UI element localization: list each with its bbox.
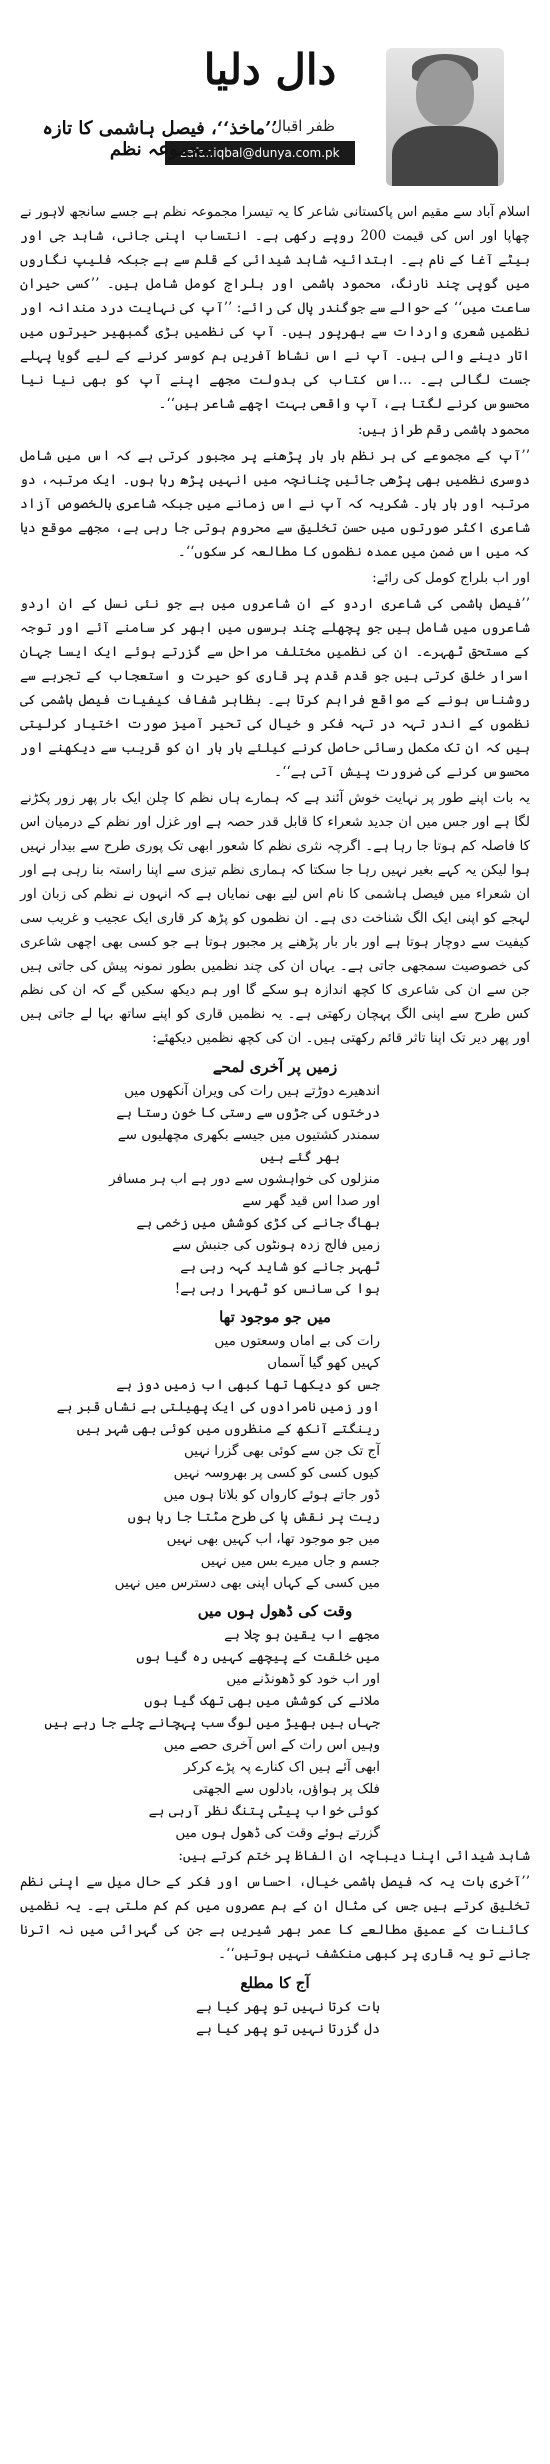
poem-block — [20, 1080, 530, 1300]
column-logo-title: دال دلیا — [203, 45, 337, 94]
article-paragraph: اور اب بلراج کومل کی رائے: — [372, 570, 530, 586]
poem-line: ڈور جاتے ہوئے کارواں کو بلاتا ہوں میں — [163, 1487, 380, 1503]
poem-line: وہیں اس رات کے اس آخری حصے میں — [163, 1737, 380, 1753]
poem-line: میں کسی کے کہاں اپنی بھی دسترس میں نہیں — [114, 1575, 380, 1591]
poem-title: زمیں پر آخری لمحے — [212, 1058, 338, 1076]
poem-line: ٹھہر جانے کو شاید کہہ رہی ہے — [180, 1259, 380, 1275]
poem-line: اور صدا اس قید گھر سے — [242, 1193, 380, 1209]
poem-line: زمیں فالج زدہ ہونٹوں کی جنبش سے — [172, 1237, 380, 1253]
poem-line: مجھے اب یقین ہو چلا ہے — [224, 1627, 380, 1643]
poem-line: جسم و جاں میرے بس میں نہیں — [200, 1553, 380, 1569]
poem-block — [20, 1996, 530, 2040]
poem-title: وقت کی ڈھول ہوں میں — [197, 1602, 353, 1620]
poem-block — [20, 1624, 530, 1844]
article-paragraph: ’’آپ کے مجموعے کی ہر نظم بار بار پڑھنے پر مجبور کرتی ہے کہ اس میں شامل دوسری نظمیں بھی پڑھی جائیں چنانچہ میں انہیں پڑھ رہا ہوں۔ ایک مرتبہ، دو مرتبہ اور بار بار۔ شکریہ کہ آپ نے اس زمانے میں جبکہ شاعری بالخصوص آزاد شاعری اکثر صورتوں میں حسن تخلیق سے محروم ہوتی جا رہی ہے، مجھے موقع دیا کہ میں اس ضمن میں عمدہ نظموں کا مطالعہ کر سکوں‘‘۔ — [20, 448, 530, 560]
poem-line: دل گزرتا نہیں تو پھر کیا ہے — [196, 2021, 380, 2037]
article-paragraph: ’’آخری بات یہ کہ فیصل ہاشمی خیال، احساس اور فکر کے حال میل سے اپنی نظم تخلیق کرتے ہیں جس کی مثال ان کے ہم عصروں میں کم کم ملتی ہے۔ یہ نظمیں کائنات کے عمیق مطالعے کا عمر بھر شیریں ہے جن کی گہرائی میں نہ اترنا جانے تو یہ قاری پر کبھی منکشف نہیں ہوتیں‘‘۔ — [20, 1874, 530, 1962]
author-name: ظفر اقبال — [271, 117, 335, 135]
author-email: zafar.iqbal@dunya.com.pk — [165, 141, 355, 165]
poem-line: میں خلقت کے پیچھے کہیں رہ گیا ہوں — [136, 1649, 380, 1665]
poem-line: درختوں کی جڑوں سے رستی کا خون رستا ہے — [116, 1105, 380, 1121]
poem-line: بھاگ جانے کی کڑی کوشش میں زخمی ہے — [136, 1215, 380, 1231]
poem-line: بھر گئے ہیں — [260, 1149, 340, 1165]
poem-line: ابھی آئے ہیں اک کنارے پہ پڑے کرکر — [183, 1759, 380, 1775]
author-photo — [386, 48, 504, 186]
poem-line: ملانے کی کوشش میں بھی تھک گیا ہوں — [144, 1693, 380, 1709]
article-paragraph: یہ بات اپنے طور پر نہایت خوش آئند ہے کہ ہمارے ہاں نظم کا چلن ایک بار پھر زور پکڑنے لگا ہے اور جس میں ان جدید شعراء کا قابل قدر حصہ ہے اور غزل اور نظم کے درمیان اس کا فاصلہ کم ہوتا جا رہا ہے۔ اگرچہ نثری نظم کا شعور ابھی تک پوری طرح سے بیدار نہیں ہوا لیکن یہ کہے بغیر نہیں رہا جا سکتا کہ ہماری نظم تیزی سے اپنا راستہ بنا رہی ہے اور ان شعراء میں فیصل ہاشمی کا نام اس لیے بھی نمایاں ہے کہ انہوں نے نظم کی زبان اور لہجے کو اپنی ایک الگ شناخت دی ہے۔ ان نظموں کو پڑھ کر قاری ایک عجیب و غریب سی کیفیت سے دوچار ہوتا ہے اور بار بار پڑھنے پر مجبور ہوتا ہے جو کسی بھی اچھی شاعری کی خصوصیت سمجھی جاتی ہے۔ یہاں ان کی چند نظمیں بطور نمونہ پیش کی جاتی ہیں جن سے ان کی شاعری کا کچھ اندازہ ہو سکے گا اور ہم دیکھ سکیں گے کہ ان کی نظم کس طرح سے اپنی الگ پہچان رکھتی ہے۔ یہ نظمیں قاری کو اپنے ساتھ بہا لے جاتی ہیں اور پھر دیر تک اپنا تاثر قائم رکھتی ہیں۔ ان کی کچھ نظمیں دیکھئے: — [20, 790, 530, 1046]
article-paragraph: محمود ہاشمی رقم طراز ہیں: — [357, 422, 530, 438]
poem-line: فلک پر ہواؤں، بادلوں سے الجھتی — [192, 1781, 380, 1797]
column-headline: ’’ماخذ‘‘، فیصل ہاشمی کا تازہ مجموعہ نظم — [42, 118, 278, 160]
poem-line: کہیں کھو گیا آسماں — [267, 1355, 380, 1371]
poem-line: کیوں کسی کو کسی پر بھروسہ نہیں — [173, 1465, 380, 1481]
poem-line: گزرتے ہوئے وقت کی ڈھول ہوں میں — [175, 1825, 380, 1841]
article-paragraph: اسلام آباد سے مقیم اس پاکستانی شاعر کا یہ تیسرا مجموعہ نظم ہے جسے سانجھ لاہور نے چھاپا اور اس کی قیمت 200 روپے رکھی ہے۔ انتساب اپنی جانی، شاہد جی اور بیٹے آغا کے نام ہے۔ ابتدائیہ شاہد شیدائی کے قلم سے ہے جبکہ فلیپ نگاروں میں گوپی چند نارنگ، محمود ہاشمی اور بلراج کومل شامل ہیں۔ ’’کسی حیران ساعت میں‘‘ کے حوالے سے جوگندر پال کی رائے: ’’آپ کی نہایت درد مندانہ اور نظمیں شعری واردات سے بھرپور ہیں۔ آپ کی نظمیں بڑی گمبھیر حیرتوں میں اتار دینے والی ہیں۔ آپ نے اس نشاط آفریں ہم کوسر کرنے کے لیے گویا پہلے جست لگالی ہے۔ ...اس کتاب کی بدولت مجھے اپنے آپ کو بھی نیا نیا محسوس کرنے لگتا ہے، آپ واقعی بہت اچھے شاعر ہیں‘‘۔ — [20, 204, 531, 412]
author-photo-body — [392, 126, 498, 186]
poem-title: میں جو موجود تھا — [219, 1308, 331, 1326]
poem-line: سمندر کشتیوں میں جیسے بکھری مچھلیوں سے — [117, 1127, 380, 1143]
poem-line: رات کی بے اماں وسعتوں میں — [214, 1333, 380, 1349]
poem-line: رینگتے آنکھ کے منظروں میں کوئی بھی شہر ہیں — [76, 1421, 380, 1437]
poem-line: ہوا کی سانس کو ٹھہرا رہی ہے! — [174, 1281, 380, 1297]
article-paragraph: شاہد شیدائی اپنا دیباچہ ان الفاظ پر ختم کرتے ہیں: — [178, 1848, 530, 1864]
poem-line: جس کو دیکھا تھا کبھی اب زمیں دوز ہے — [116, 1377, 380, 1393]
poem-block — [20, 1330, 530, 1594]
poem-line: بات کرتا نہیں تو پھر کیا ہے — [196, 1999, 380, 2015]
author-photo-face — [416, 60, 474, 126]
poem-line: جہاں ہیں بھیڑ میں لوگ سب پہچانے چلے جا رہے ہیں — [44, 1715, 380, 1731]
article-body — [20, 200, 530, 2040]
poem-line: آج تک جن سے کوئی بھی گزرا نہیں — [184, 1443, 380, 1459]
poem-line: منزلوں کی خواہشوں سے دور ہے اب ہر مسافر — [109, 1171, 380, 1187]
poem-line: اندھیرے دوڑتے ہیں رات کی ویران آنکھوں میں — [124, 1083, 380, 1099]
poem-line: اور زمیں نامرادوں کی ایک پھیلتی بے نشاں قبر ہے — [56, 1399, 380, 1415]
column-masthead — [0, 0, 550, 210]
poem-line: ریت پر نقش پا کی طرح مٹتا جا رہا ہوں — [127, 1509, 380, 1525]
poem-line: میں جو موجود تھا، اب کہیں بھی نہیں — [166, 1531, 380, 1547]
poem-line: کوئی خواب پیٹی پتنگ نظر آرہی ہے — [148, 1803, 380, 1819]
poem-title: آج کا مطلع — [240, 1974, 310, 1992]
poem-line: اور اب خود کو ڈھونڈنے میں — [226, 1671, 380, 1687]
article-paragraph: ’’فیصل ہاشمی کی شاعری اردو کے ان شاعروں میں ہے جو نئی نسل کے ان اردو شاعروں میں شامل ہیں جو پچھلے چند برسوں میں ابھر کر سامنے آئے اور توجہ کے مستحق ٹھہرے۔ ان کی نظمیں مختلف مراحل سے گزرتے ہوئے ایک ایسا جہان اسرار خلق کرتی ہیں جو قدم قدم پر قاری کو حیرت و استعجاب کے تجربے سے روشناس ہونے کے مواقع فراہم کرتا ہے۔ بظاہر شفاف کیفیات فیصل ہاشمی کی نظموں کے اندر تہہ در تہہ فکر و خیال کی تحیر آمیز صورت اختیار کرلیتی ہیں کہ ان تک مکمل رسائی حاصل کرنے کیلئے بار بار ان کو قریب سے دیکھنے اور محسوس کرنے کی ضرورت پیش آتی ہے‘‘۔ — [20, 596, 530, 780]
